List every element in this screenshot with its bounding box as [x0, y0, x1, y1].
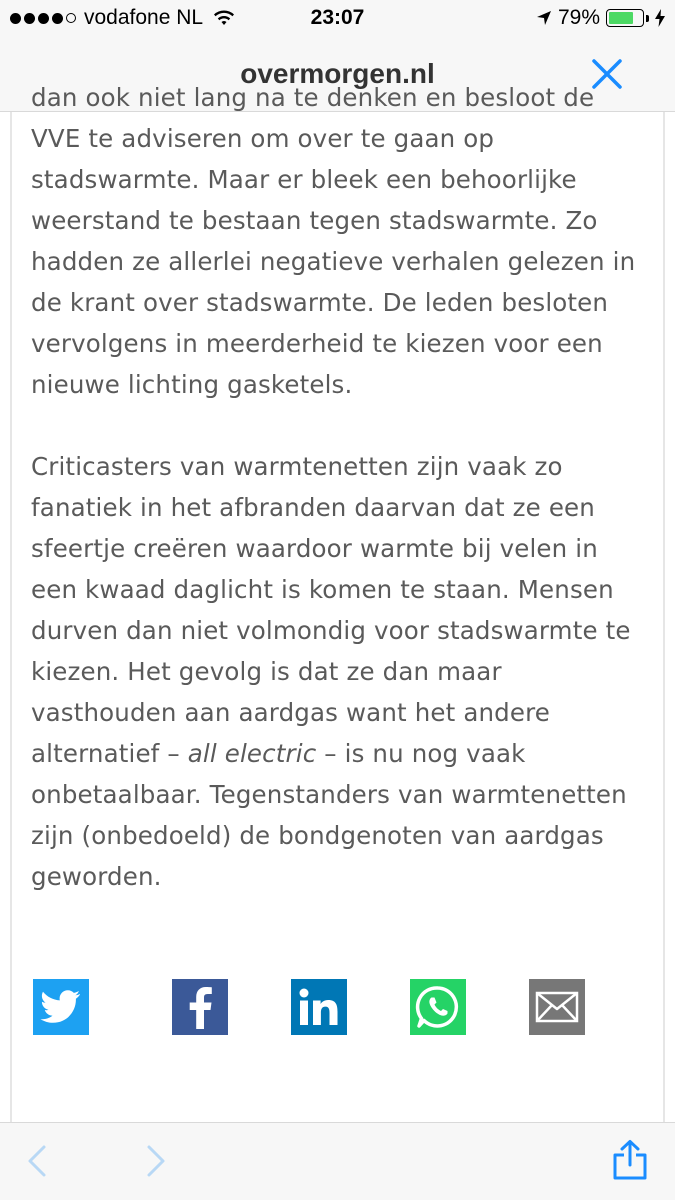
article-paragraph	[31, 446, 651, 897]
carrier-name: vodafone NL	[84, 6, 204, 29]
status-bar	[0, 0, 675, 38]
browser-toolbar	[0, 1122, 675, 1200]
whatsapp-icon	[416, 985, 460, 1029]
web-content	[10, 83, 665, 1122]
article-body	[31, 77, 651, 938]
status-right	[536, 6, 665, 30]
clock: 23:07	[310, 6, 365, 29]
paragraph-text: – is nu nog vaak onbetaalbaar. Tegenstanders van warmtenetten zijn (onbedoeld) de bondgenoten van aardgas geworden.	[31, 739, 627, 891]
battery-icon	[606, 9, 644, 27]
facebook-icon	[186, 985, 214, 1029]
battery-percent: 79%	[557, 6, 600, 29]
battery-cap	[646, 15, 649, 22]
email-share-button[interactable]	[529, 979, 585, 1035]
chevron-right-icon[interactable]	[143, 1143, 169, 1179]
battery-level-fill	[609, 12, 633, 24]
charging-bolt-icon	[655, 9, 665, 27]
share-buttons	[31, 979, 591, 1035]
facebook-share-button[interactable]	[172, 979, 228, 1035]
linkedin-share-button[interactable]	[291, 979, 347, 1035]
twitter-icon	[41, 990, 81, 1024]
article-paragraph: dan ook niet lang na te denken en besloot de VVE te adviseren om over te gaan op stadswarmte. Maar er bleek een behoorlijke weerstand te bestaan tegen stadswarmte. Zo hadden ze allerlei negatieve verhalen gelezen in de krant over stadswarmte. De leden besloten vervolgens in meerderheid te kiezen voor een nieuwe lichting gasketels.	[31, 83, 636, 399]
chevron-left-icon[interactable]	[24, 1143, 50, 1179]
envelope-icon	[535, 991, 579, 1023]
share-icon[interactable]	[610, 1139, 650, 1181]
twitter-share-button[interactable]	[33, 979, 89, 1035]
page-title: overmorgen.nl	[240, 58, 435, 89]
linkedin-icon	[299, 988, 339, 1026]
location-arrow-icon	[536, 10, 552, 26]
whatsapp-share-button[interactable]	[410, 979, 466, 1035]
emphasis-text: all electric	[187, 739, 317, 768]
paragraph-text: Criticasters van warmtenetten zijn vaak zo fanatiek in het afbranden daarvan dat ze een sfeertje creëren waardoor warmte bij velen in een kwaad daglicht is komen te staan. Mensen durven dan niet volmondig voor stadswarmte te kiezen. Het gevolg is dat ze dan maar vasthouden aan aardgas want het andere alternatief –	[31, 452, 631, 768]
